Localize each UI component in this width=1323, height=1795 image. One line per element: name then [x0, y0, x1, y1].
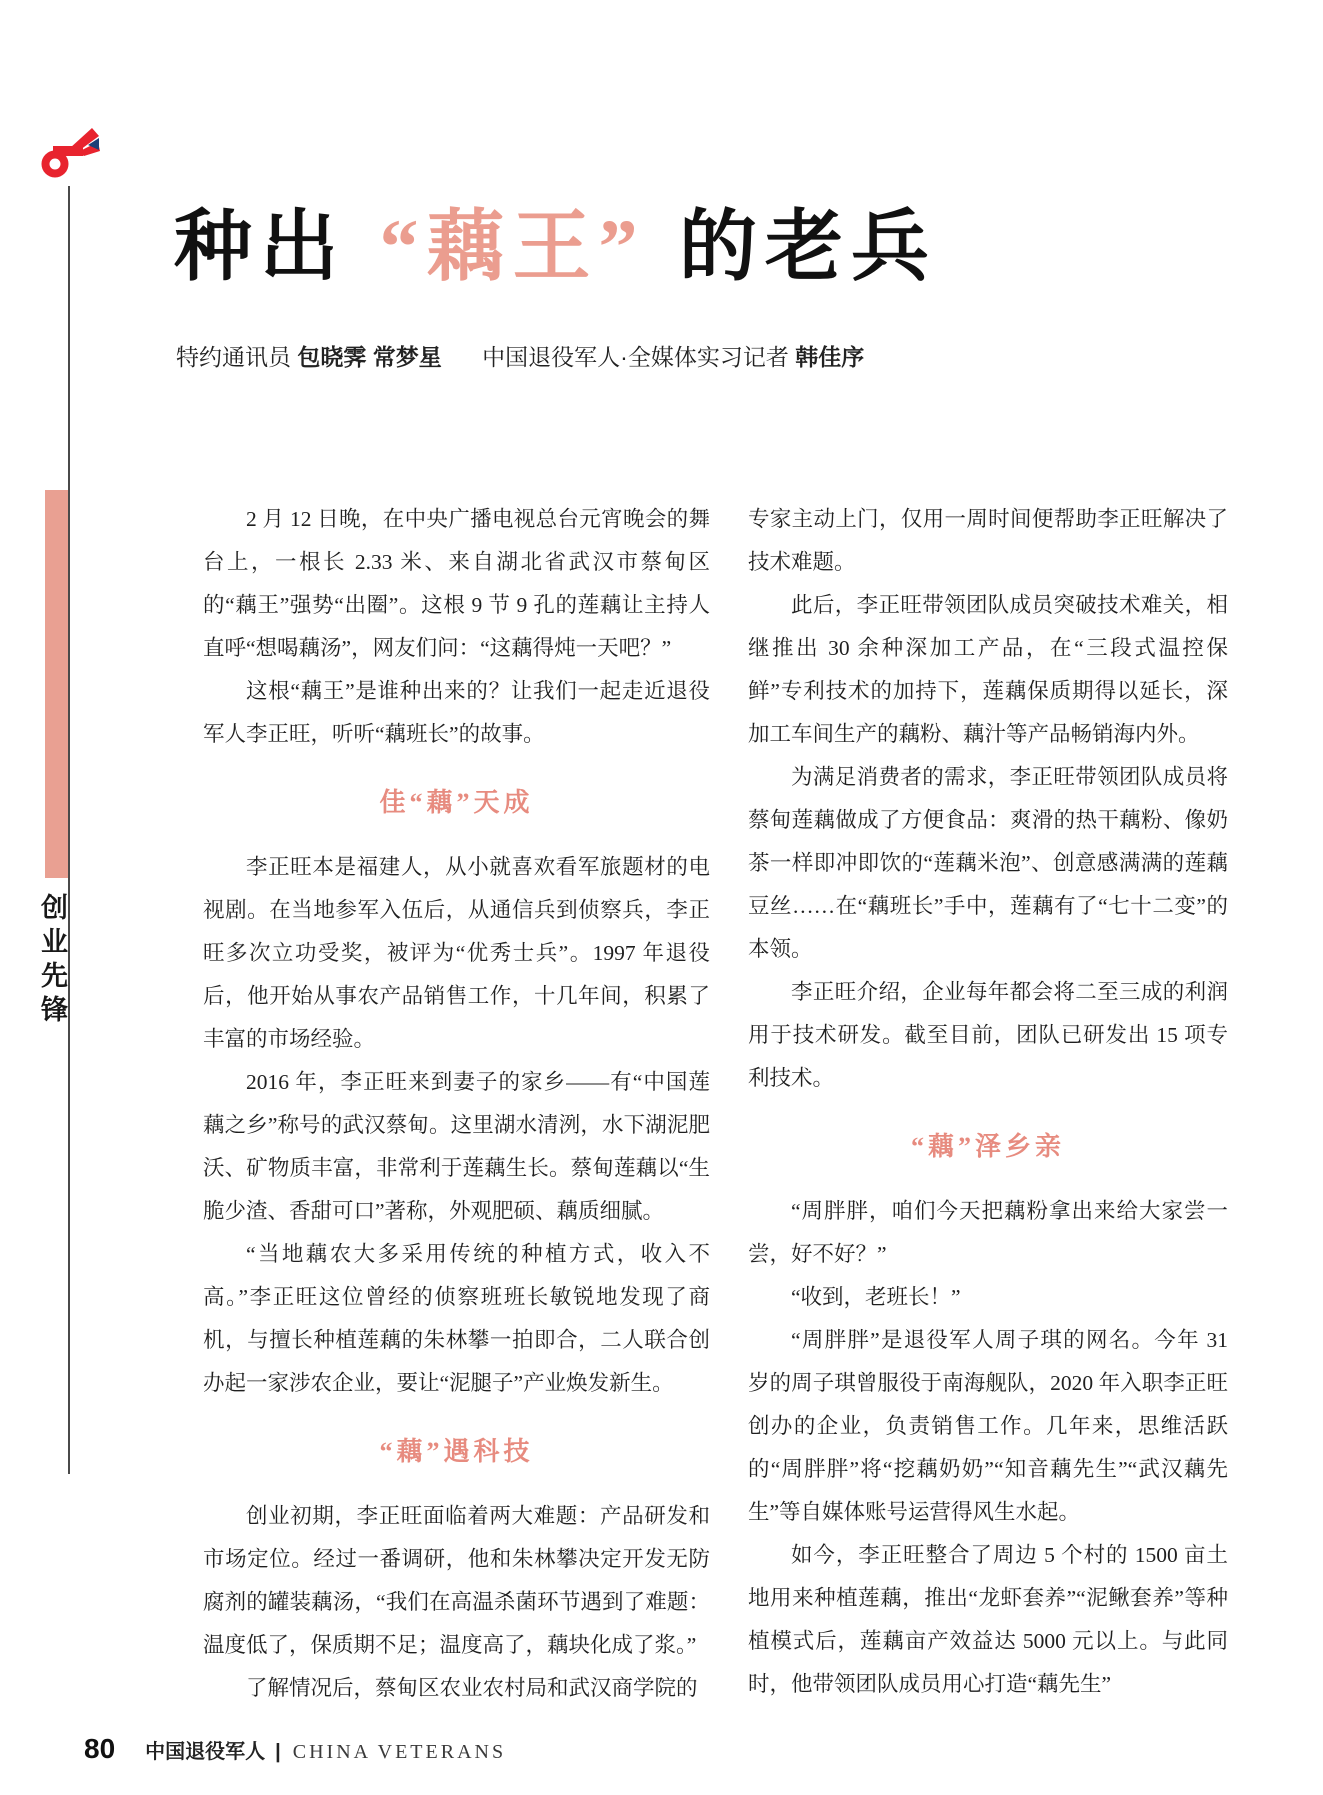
body-paragraph: 创业初期，李正旺面临着两大难题：产品研发和市场定位。经过一番调研，他和朱林攀决定开发无防腐剂的罐装藕汤，“我们在高温杀菌环节遇到了难题：温度低了，保质期不足；温度高了，藕块化成了浆。” [203, 1504, 710, 1657]
body-paragraph: 李正旺本是福建人，从小就喜欢看军旅题材的电视剧。在当地参军入伍后，从通信兵到侦察兵，李正旺多次立功受奖，被评为“优秀士兵”。1997 年退役后，他开始从事农产品销售工作，十几年间，积累了丰富的市场经验。 [203, 855, 710, 1051]
section-heading: “藕”遇科技 [379, 1437, 534, 1466]
body-paragraph: “周胖胖，咱们今天把藕粉拿出来给大家尝一尝，好不好？” [748, 1199, 1228, 1266]
article-title-part2: 的老兵 [679, 203, 938, 290]
article-title-accent: “藕王” [379, 203, 646, 290]
body-paragraph: 2016 年，李正旺来到妻子的家乡——有“中国莲藕之乡”称号的武汉蔡甸。这里湖水清洌，水下湖泥肥沃、矿物质丰富，非常利于莲藕生长。蔡甸莲藕以“生脆少渣、香甜可口”著称，外观肥硕、藕质细腻。 [203, 1070, 710, 1223]
footer-divider: | [275, 1741, 281, 1763]
byline-role1: 特约通讯员 [176, 344, 291, 370]
magazine-logo-icon [40, 124, 100, 182]
body-paragraph: 2 月 12 日晚，在中央广播电视总台元宵晚会的舞台上，一根长 2.33 米、来自湖北省武汉市蔡甸区的“藕王”强势“出圈”。这根 9 节 9 孔的莲藕让主持人直呼“想喝藕汤”，网友们问：“这藕得炖一天吧？” [203, 507, 710, 660]
body-paragraph: 如今，李正旺整合了周边 5 个村的 1500 亩土地用来种植莲藕，推出“龙虾套养”“泥鳅套养”等种植模式后，莲藕亩产效益达 5000 元以上。与此同时，他带领团队成员用心打造“藕先生” [748, 1543, 1228, 1696]
body-paragraph: 此后，李正旺带领团队成员突破技术难关，相继推出 30 余种深加工产品，在“三段式温控保鲜”专利技术的加持下，莲藕保质期得以延长，深加工车间生产的藕粉、藕汁等产品畅销海内外。 [748, 593, 1228, 746]
body-paragraph: 专家主动上门，仅用一周时间便帮助李正旺解决了技术难题。 [748, 507, 1228, 574]
body-paragraph: “收到，老班长！” [791, 1285, 961, 1309]
article-title [174, 192, 1234, 302]
byline-names1: 包晓霁 常梦星 [297, 344, 442, 370]
body-paragraph: 了解情况后，蔡甸区农业农村局和武汉商学院的 [246, 1676, 698, 1700]
byline [176, 339, 1176, 372]
section-heading: 佳“藕”天成 [379, 788, 534, 817]
section-heading: “藕”泽乡亲 [910, 1132, 1065, 1161]
page-number: 80 [84, 1733, 116, 1764]
section-label-vertical: 创业先锋 [37, 893, 67, 1029]
body-paragraph: “当地藕农大多采用传统的种植方式，收入不高。”李正旺这位曾经的侦察班班长敏锐地发现了商机，与擅长种植莲藕的朱林攀一拍即合，二人联合创办起一家涉农企业，要让“泥腿子”产业焕发新生。 [203, 1242, 710, 1395]
body-paragraph: 李正旺介绍，企业每年都会将二至三成的利润用于技术研发。截至目前，团队已研发出 15 项专利技术。 [748, 980, 1228, 1090]
rail-accent-bar [45, 490, 68, 878]
rail-divider-line [68, 186, 70, 1474]
magazine-name-cn: 中国退役军人 [145, 1741, 266, 1763]
byline-role2: 中国退役军人·全媒体实习记者 [482, 344, 789, 370]
article-title-part1: 种出 [174, 203, 347, 290]
magazine-name-en: CHINA VETERANS [292, 1741, 507, 1763]
page-footer [84, 1733, 506, 1765]
article-column-right [748, 498, 1228, 1706]
body-paragraph: 为满足消费者的需求，李正旺带领团队成员将蔡甸莲藕做成了方便食品：爽滑的热干藕粉、像奶茶一样即冲即饮的“莲藕米泡”、创意感满满的莲藕豆丝……在“藕班长”手中，莲藕有了“七十二变”的本领。 [748, 765, 1228, 961]
byline-names2: 韩佳序 [795, 344, 865, 370]
body-paragraph: “周胖胖”是退役军人周子琪的网名。今年 31 岁的周子琪曾服役于南海舰队，2020 年入职李正旺创办的企业，负责销售工作。几年来，思维活跃的“周胖胖”将“挖藕奶奶”“知音藕先生”“武汉藕先生”等自媒体账号运营得风生水起。 [748, 1328, 1228, 1524]
body-paragraph: 这根“藕王”是谁种出来的？让我们一起走近退役军人李正旺，听听“藕班长”的故事。 [203, 679, 710, 746]
article-column-left [203, 498, 710, 1710]
